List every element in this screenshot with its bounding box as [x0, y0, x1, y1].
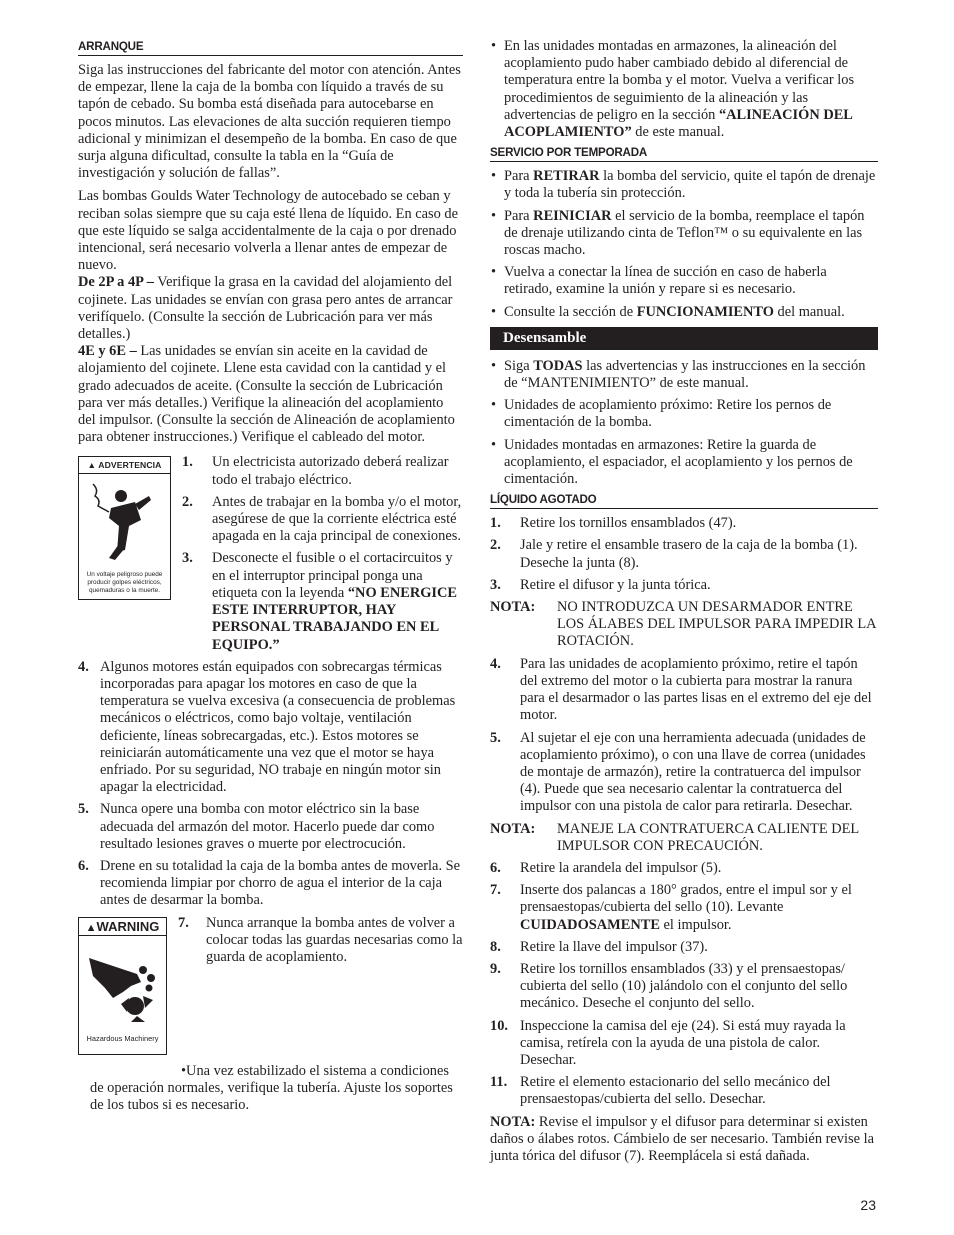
servicio-bullet: • Para REINICIAR el servicio de la bomba, reemplace el tapón de drenaje utilizando cinta de Teflon™ o su equivalente en las roscas macho.	[491, 207, 865, 259]
electrical-warning-block	[78, 454, 463, 653]
electrical-steps	[182, 454, 463, 653]
step-3-bold: “NO ENERGICE ESTE INTERRUPTOR, HAY PERSONAL TRABAJANDO EN EL EQUIPO.”	[212, 584, 458, 653]
servicio-bullet: • Vuelva a conectar la línea de succión en caso de haberla retirado, examine la unión y repare si es necesario.	[491, 264, 827, 298]
step-number: 1.	[490, 515, 501, 532]
step-number: 11.	[490, 1074, 508, 1091]
step-text: Retire el elemento estacionario del sello mecánico del prensaestopas/cubierta del sello. Desechar.	[520, 1074, 831, 1108]
arranque-heading: ARRANQUE	[78, 40, 463, 56]
model-4e-6e-label: 4E y 6E –	[78, 343, 137, 360]
bullet-dot: •	[181, 1062, 187, 1079]
servicio-bullet: • Consulte la sección de FUNCIONAMIENTO del manual.	[491, 303, 845, 320]
page-number: 23	[860, 1197, 876, 1213]
step-text: Retire los tornillos ensamblados (33) y el prensaestopas/ cubierta del sello (10) jalándolo con el conjunto del sello mecánico. Deseche el conjunto del sello.	[520, 960, 848, 1012]
disassembly-step-3	[490, 577, 878, 594]
disassembly-step-1	[490, 515, 878, 532]
desensamble-bullet: • Unidades montadas en armazones: Retire la guarda de acoplamiento, el espaciador, el acoplamiento y los pernos de cimentación.	[491, 436, 853, 488]
step-number: 5.	[490, 729, 501, 746]
servicio-bullet-4-pre: Consulte la sección de	[504, 303, 637, 320]
step-text: Retire los tornillos ensamblados (47).	[520, 515, 737, 532]
alignment-bullet-text: En las unidades montadas en armazones, la alineación del acoplamiento pudo haber cambiado debido al diferencial de temperatura entre la bomba y el motor. Vuelva a verificar los procedimientos de seguimiento de la alineación y las advertencias de peligro en la sección	[504, 38, 855, 123]
step-text: Retire la llave del impulsor (37).	[520, 938, 708, 955]
servicio-bullet-1-bold: RETIRAR	[533, 168, 600, 185]
step-7-number: 7.	[178, 914, 189, 931]
disassembly-step-8	[490, 939, 878, 956]
servicio-bullet-2-text: el servicio de la bomba, reemplace el tapón de drenaje utilizando cinta de Teflon™ o su equivalente en las roscas macho.	[504, 207, 865, 259]
desensamble-bullet-1-pre: Siga	[504, 357, 534, 374]
servicio-bullet-2-bold: REINICIAR	[533, 207, 612, 224]
arranque-paragraph-3	[78, 274, 463, 343]
warning-triangle-icon: ▲	[87, 460, 97, 471]
machinery-warning-caption: Hazardous Machinery	[86, 1033, 159, 1043]
desensamble-bullet-1-text: las advertencias y las instrucciones en la sección de “MANTENIMIENTO” de este manual.	[504, 357, 866, 392]
step-number: 7.	[490, 882, 501, 899]
machinery-warning-block	[78, 915, 463, 1063]
system-stabilized-text: Una vez estabilizado el sistema a condiciones de operación normales, verifique la tubería. Ajuste los soportes de los tubos si es necesario.	[90, 1062, 453, 1113]
liquido-heading: LÍQUIDO AGOTADO	[490, 493, 878, 509]
system-stabilized-bullet	[78, 1063, 463, 1115]
step-4-number: 4.	[78, 658, 89, 675]
step-3-number: 3.	[182, 550, 193, 567]
step-number: 9.	[490, 960, 501, 977]
nota-hot-locknut	[490, 821, 878, 855]
step-text: Retire el difusor y la junta tórica.	[520, 576, 711, 593]
nota-screwdriver	[490, 599, 878, 651]
step-text: Inspeccione la camisa del eje (24). Si está muy rayada la camisa, retírela con la ayuda de una pistola de calor. Desechar.	[520, 1017, 846, 1068]
final-nota-label: NOTA:	[490, 1113, 536, 1130]
step-3-text: Desconecte el fusible o el cortacircuitos y en el interruptor principal ponga una etiqueta con la leyenda	[212, 550, 453, 601]
desensamble-bullet: • Siga TODAS las advertencias y las instrucciones en la sección de “MANTENIMIENTO” de este manual.	[491, 357, 866, 392]
step-5-text: Nunca opere una bomba con motor eléctrico sin la base adecuada del armazón del motor. Hacerlo puede dar como resultado lesiones graves o muerte por electrocución.	[100, 801, 435, 852]
arranque-paragraph-3-text: Verifique la grasa en la cavidad del alojamiento del cojinete. Las unidades se envían con grasa pero antes de arrancar verifíquelo. (Consulte la sección de Lubricación para ver más detalles.)	[78, 274, 453, 343]
right-column	[490, 38, 878, 1165]
machinery-warning-header	[79, 918, 166, 936]
alignment-bullet-tail: de este manual.	[631, 124, 725, 141]
servicio-bullet-3-text: Vuelva a conectar la línea de succión en caso de haberla retirado, examine la unión y repare si es necesario.	[504, 264, 827, 298]
step-7-text: Nunca arranque la bomba antes de volver a colocar todas las guardas necesarias como la guarda de acoplamiento.	[206, 914, 463, 965]
step-bold: CUIDADOSAMENTE	[520, 916, 660, 933]
step-tail: el impulsor.	[659, 916, 732, 933]
bullet-dot: •	[491, 38, 497, 54]
step-text: Para las unidades de acoplamiento próximo, retire el tapón del extremo del motor o la cubierta para mostrar la ranura para el desarmador o las partes lisas en el extremo del eje del motor.	[520, 655, 872, 724]
step-6-text: Drene en su totalidad la caja de la bomba antes de moverla. Se recomienda limpiar por chorro de agua el interior de la caja antes de desarmar la bomba.	[100, 857, 461, 909]
step-1	[182, 454, 463, 488]
disassembly-step-9	[490, 961, 878, 1013]
disassembly-step-5	[490, 730, 878, 816]
warning-triangle-icon: ▲	[85, 921, 97, 934]
final-nota-text: Revise el impulsor y el difusor para determinar si existen daños o álabes rotos. Cámbielo de ser necesario. También revise la junta tórica del difusor (7). Reemplácela si está dañada.	[490, 1113, 874, 1164]
final-nota	[490, 1114, 878, 1166]
step-number: 3.	[490, 576, 501, 593]
desensamble-bullet-2-text: Unidades de acoplamiento próximo: Retire los pernos de cimentación de la bomba.	[504, 397, 832, 431]
disassembly-step-6	[490, 860, 878, 877]
alignment-section-ref: “ALINEACIÓN DEL ACOPLAMIENTO”	[504, 106, 853, 141]
step-6	[78, 858, 463, 910]
model-2p-4p-label: De 2P a 4P –	[78, 274, 154, 291]
arranque-paragraph-2: Las bombas Goulds Water Technology de autocebado se ceban y reciban solas siempre que su caja esté llena de líquido. En caso de que este líquido se salga accidentalmente de la caja o por drenado intencional, será necesario volverla a llenar antes de empezar de nuevo.	[78, 188, 459, 274]
left-column	[78, 38, 463, 1114]
step-5-number: 5.	[78, 801, 89, 818]
step-4	[78, 659, 463, 797]
servicio-bullet-2-pre: Para	[504, 207, 534, 224]
hazardous-machinery-icon	[79, 936, 164, 1030]
step-text: Retire la arandela del impulsor (5).	[520, 859, 722, 876]
desensamble-bullet: • Unidades de acoplamiento próximo: Retire los pernos de cimentación de la bomba.	[491, 397, 832, 431]
servicio-heading: SERVICIO POR TEMPORADA	[490, 146, 878, 162]
step-text: Al sujetar el eje con una herramienta adecuada (unidades de acoplamiento próximo), o con una llave de correa (unidades de montaje de armazón), retire la contratuerca del impulsor (4). Puede que sea necesario calentar la contratuerca del impulsor con una pistola de calor para retirarla. Desechar.	[520, 729, 866, 815]
step-2-text: Antes de trabajar en la bomba y/o el motor, asegúrese de que la corriente eléctrica esté apagada en la caja principal de conexiones.	[212, 493, 462, 545]
machinery-warning-box	[78, 917, 167, 1055]
nota-label: NOTA:	[490, 599, 536, 616]
arranque-paragraph-1: Siga las instrucciones del fabricante del motor con atención. Antes de empezar, llene la caja de la bomba con líquido a través de su tapón de cebado. Su bomba está diseñada para autocebarse en pocos minutos. Las elevaciones de alta succión requieren tiempo adicional y minimizan el desempeño de la bomba. En caso de que surja alguna dificultad, consulte la tabla en la “Guía de investigación y solución de fallas”.	[78, 62, 461, 182]
step-number: 10.	[490, 1017, 508, 1034]
step-number: 8.	[490, 938, 501, 955]
desensamble-bullet-3-text: Unidades montadas en armazones: Retire la guarda de acoplamiento, el espaciador, el acoplamiento y los pernos de cimentación.	[504, 436, 853, 488]
servicio-bullet-4-bold: FUNCIONAMIENTO	[636, 303, 774, 320]
electrical-warning-caption: Un voltaje peligroso puede producir golpes eléctricos, quemaduras o la muerte.	[86, 571, 163, 595]
electrocution-icon	[79, 474, 168, 566]
servicio-bullet-4-text: del manual.	[773, 303, 845, 320]
disassembly-step-4	[490, 656, 878, 725]
step-number: 6.	[490, 859, 501, 876]
servicio-bullet: • Para RETIRAR la bomba del servicio, quite el tapón de drenaje y toda la tubería sin protección.	[491, 168, 876, 202]
nota-text: NO INTRODUZCA UN DESARMADOR ENTRE LOS ÁLABES DEL IMPULSOR PARA IMPEDIR LA ROTACIÓN.	[557, 599, 876, 650]
disassembly-step-7	[490, 882, 878, 934]
warning-header	[79, 457, 170, 474]
step-2	[182, 494, 463, 546]
step-4-text: Algunos motores están equipados con sobrecargas térmicas incorporadas para apagar los motores en caso de que la temperatura se vuelva excesiva (a consecuencia de problemas mecánicos o eléctricos, como bajo voltaje, ventilación deficiente, líneas sobrecargadas, etc.). Estos motores se reiniciarán automáticamente una vez que el motor se haya enfriado. Por su seguridad, NO trabaje en ningún motor sin apagar la electricidad.	[100, 658, 456, 796]
nota-text: MANEJE LA CONTRATUERCA CALIENTE DEL IMPULSOR CON PRECAUCIÓN.	[557, 820, 859, 854]
electrical-warning-box	[78, 456, 171, 600]
machinery-warning-label: WARNING	[96, 918, 160, 934]
step-text: Jale y retire el ensamble trasero de la caja de la bomba (1). Deseche la junta (8).	[520, 537, 858, 571]
machinery-steps	[178, 915, 463, 967]
step-7	[178, 915, 463, 967]
arranque-paragraph-4-text: Las unidades se envían sin aceite en la cavidad de alojamiento del cojinete. Llene esta cavidad con la cantidad y el grado adecuados de aceite. (Consulte la sección de Lubricación para ver más detalles.) Verifique la alineación del acoplamiento del impulsor. (Consulte la sección de Alineación de acoplamiento para obtener instrucciones.) Verifique el cableado del motor.	[78, 343, 455, 446]
disassembly-step-2	[490, 537, 878, 571]
step-6-number: 6.	[78, 857, 89, 874]
step-1-text: Un electricista autorizado deberá realizar todo el trabajo eléctrico.	[212, 454, 449, 488]
disassembly-step-11	[490, 1074, 878, 1108]
step-1-number: 1.	[182, 454, 193, 471]
step-5	[78, 801, 463, 853]
servicio-bullet-1-pre: Para	[504, 168, 534, 185]
desensamble-heading: Desensamble	[490, 327, 878, 350]
step-2-number: 2.	[182, 493, 193, 510]
step-number: 2.	[490, 537, 501, 554]
nota-label: NOTA:	[490, 820, 536, 837]
warning-label: ADVERTENCIA	[98, 460, 162, 471]
servicio-bullet-1-text: la bomba del servicio, quite el tapón de drenaje y toda la tubería sin protección.	[504, 168, 876, 202]
step-3	[182, 550, 463, 653]
step-number: 4.	[490, 655, 501, 672]
disassembly-step-10	[490, 1018, 878, 1070]
alignment-bullet	[490, 38, 878, 141]
desensamble-bullet-1-bold: TODAS	[533, 357, 583, 374]
step-text: Inserte dos palancas a 180° grados, entre el impul sor y el prensaestopas/cubierta del sello (10). Levante	[520, 882, 852, 916]
arranque-paragraph-4	[78, 343, 463, 446]
